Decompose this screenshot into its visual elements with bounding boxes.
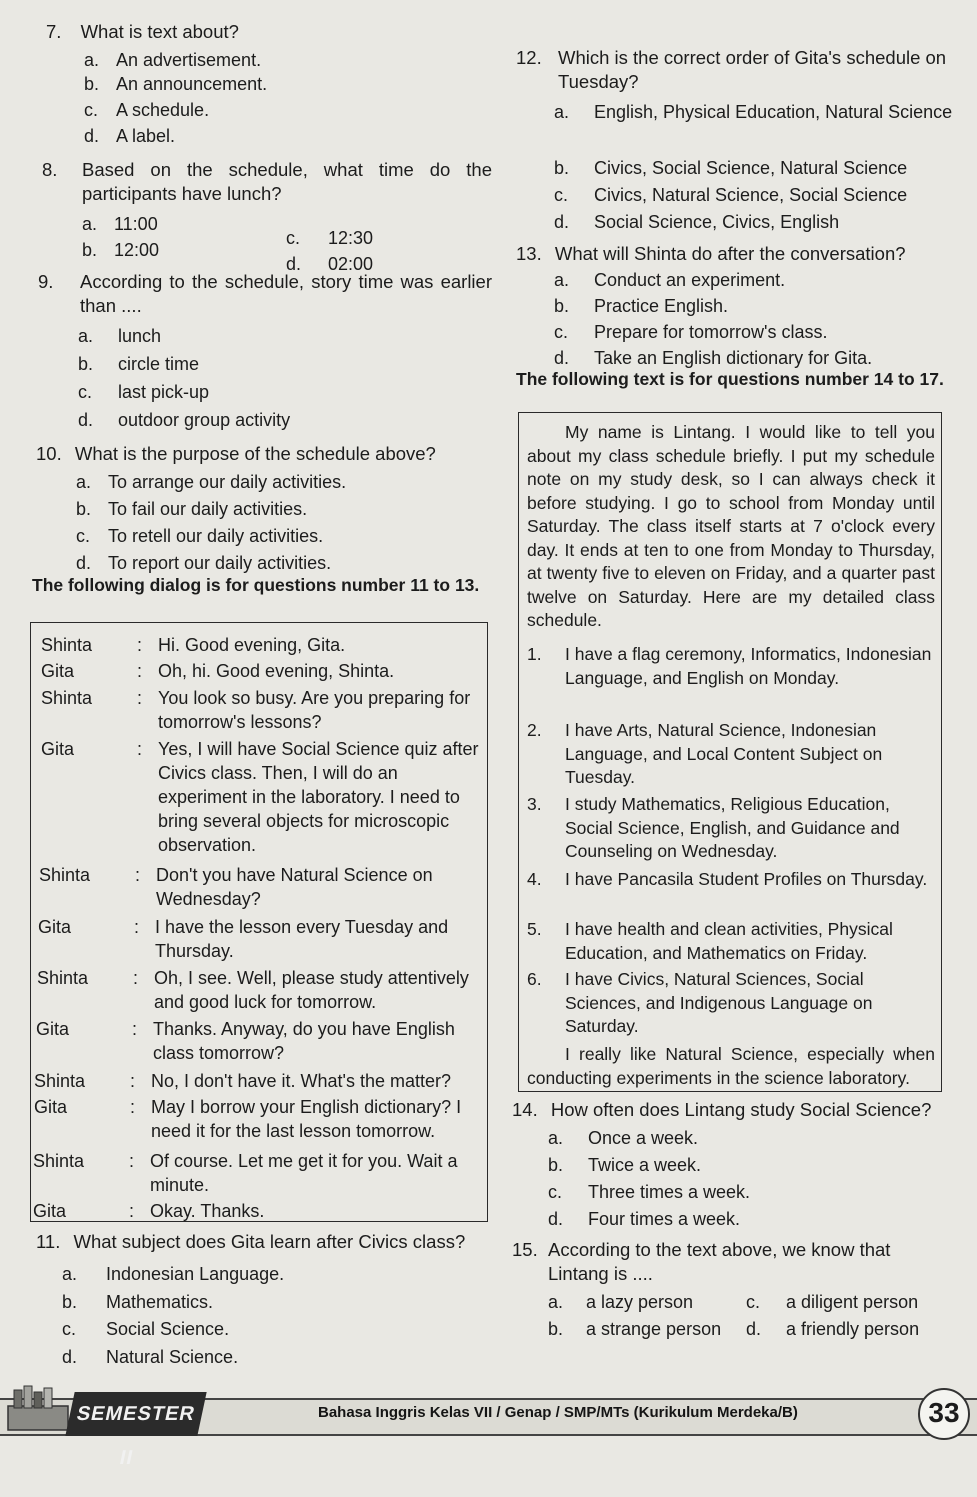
speaker: Shinta [34, 1071, 86, 1091]
question-number: 15. [512, 1239, 538, 1260]
option-text: 12:00 [114, 240, 160, 260]
option-key: a. [554, 102, 570, 122]
option-key: b. [84, 74, 100, 94]
question-number: 8. [42, 159, 58, 180]
question-number: 7. [46, 21, 62, 42]
option-key: c. [84, 100, 99, 120]
option-key: c. [286, 228, 301, 248]
option[interactable] [746, 1290, 918, 1314]
option[interactable] [554, 346, 872, 370]
question-text: According to the text above, we know that Lintang is .... [548, 1239, 891, 1284]
speaker: Shinta [37, 968, 89, 988]
bookshelf-icon [4, 1380, 74, 1440]
option-text: a lazy person [586, 1292, 694, 1312]
utterance: Oh, I see. Well, please study attentively and good luck for tomorrow. [154, 968, 469, 1012]
option-text: To retell our daily activities. [108, 526, 324, 546]
schedule-item [527, 793, 941, 865]
question-8 [42, 158, 492, 206]
option[interactable] [286, 226, 373, 250]
page-footer [0, 1380, 977, 1469]
question-12 [516, 46, 966, 94]
option-text: outdoor group activity [118, 410, 291, 430]
option[interactable] [84, 98, 209, 122]
option-text: a friendly person [786, 1319, 920, 1339]
option-text: Social Science, Civics, English [594, 212, 840, 232]
option-key: c. [78, 382, 93, 402]
question-text: According to the schedule, story time was earlier than .... [80, 271, 492, 316]
option-key: d. [84, 126, 100, 146]
option-text: Four times a week. [588, 1209, 741, 1229]
option[interactable] [62, 1290, 213, 1314]
option-text: Practice English. [594, 296, 729, 316]
option-key: b. [554, 296, 570, 316]
option[interactable] [78, 352, 199, 376]
schedule-item [527, 643, 941, 691]
option-key: c. [548, 1182, 563, 1202]
option-text: last pick-up [118, 382, 210, 402]
question-7 [46, 20, 239, 44]
option-text: circle time [118, 354, 200, 374]
item-text: I have Civics, Natural Sciences, Social Sciences, and Indigenous Language on Saturday. [565, 969, 873, 1036]
option-key: c. [76, 526, 91, 546]
dialog-box: Shinta : Hi. Good evening, Gita. Gita : Oh, hi. Good evening, Shinta. Shinta : You look so busy. Are you preparing for tomorrow's lessons? Gita : Yes, I will have Social Science quiz after Civics class. Then, I will do an experiment in the laboratory. I need to bring several objects for microscopic observation. Shinta : Don't you have Natural Science on Wednesday? Gita : I have the lesson every Tuesday and Thursday. Shinta : Oh, I see. Well, please study attentively and good luck for tomorrow. Gita : Thanks. Anyway, do you have English class tomorrow? Shinta : No, I don't have it. What's the matter? Gita : May I borrow your English dictionary? I need it for the last lesson tomorrow. Shinta : Of course. Let me get it for you. Wait a minute. Gita : Okay. Thanks. [30, 622, 488, 1222]
option[interactable] [554, 156, 907, 180]
book-title: Bahasa Inggris Kelas VII / Genap / SMP/MTs (Kurikulum Merdeka/B) [318, 1404, 798, 1421]
option-text: To report our daily activities. [108, 553, 332, 573]
option-key: a. [62, 1264, 78, 1284]
option[interactable] [76, 470, 346, 494]
item-number: 5. [527, 919, 542, 939]
question-text: What is text about? [80, 21, 239, 42]
option-text: Take an English dictionary for Gita. [594, 348, 873, 368]
option-text: Mathematics. [106, 1292, 214, 1312]
option-text: 02:00 [328, 254, 374, 274]
speaker: Shinta [33, 1151, 85, 1171]
question-text: What subject does Gita learn after Civics class? [73, 1231, 466, 1252]
question-number: 13. [516, 243, 542, 264]
utterance: Hi. Good evening, Gita. [158, 635, 346, 655]
speaker: Gita [36, 1019, 70, 1039]
question-number: 11. [36, 1231, 61, 1252]
utterance: Oh, hi. Good evening, Shinta. [158, 661, 395, 681]
option-key: d. [62, 1347, 78, 1367]
item-text: I have Pancasila Student Profiles on Thursday. [565, 869, 928, 889]
item-text: I have a flag ceremony, Informatics, Indonesian Language, and English on Monday. [565, 644, 932, 688]
utterance: Okay. Thanks. [150, 1201, 265, 1221]
option[interactable] [78, 380, 209, 404]
question-9 [38, 270, 492, 318]
option-text: English, Physical Education, Natural Science [594, 102, 953, 122]
utterance: You look so busy. Are you preparing for tomorrow's lessons? [158, 688, 471, 732]
speaker: Gita [41, 739, 75, 759]
item-text: I have Arts, Natural Science, Indonesian Language, and Local Content Subject on Tuesday. [565, 720, 883, 787]
question-text: What will Shinta do after the conversation? [554, 243, 906, 264]
option[interactable] [548, 1180, 750, 1204]
question-15 [512, 1238, 952, 1286]
option-key: d. [554, 212, 570, 232]
text-instruction: The following text is for questions number 14 to 17. [516, 369, 944, 389]
option[interactable] [548, 1126, 698, 1150]
utterance: Yes, I will have Social Science quiz after Civics class. Then, I will do an experiment in the laboratory. I need to bring several objects for microscopic observation. [158, 739, 479, 855]
option-text: a diligent person [786, 1292, 919, 1312]
speaker: Shinta [39, 865, 91, 885]
option[interactable] [554, 268, 785, 292]
item-number: 4. [527, 869, 542, 889]
option-key: d. [286, 254, 302, 274]
option-text: Conduct an experiment. [594, 270, 786, 290]
option[interactable] [746, 1317, 919, 1341]
utterance: No, I don't have it. What's the matter? [151, 1071, 452, 1091]
option-key: a. [548, 1292, 564, 1312]
option[interactable] [554, 320, 828, 344]
question-number: 10. [36, 443, 62, 464]
item-text: I have health and clean activities, Physical Education, and Mathematics on Friday. [565, 919, 893, 963]
option[interactable] [62, 1317, 229, 1341]
option-text: An advertisement. [116, 50, 262, 70]
option[interactable] [554, 210, 839, 234]
utterance: Of course. Let me get it for you. Wait a minute. [150, 1151, 458, 1195]
option[interactable] [554, 294, 728, 318]
option-text: A label. [116, 126, 176, 146]
question-14 [512, 1098, 931, 1122]
option[interactable] [554, 183, 907, 207]
passage-outro: I really like Natural Science, especially when conducting experiments in the science laboratory. [527, 1044, 935, 1088]
option-key: a. [76, 472, 92, 492]
option-key: b. [548, 1319, 564, 1339]
option[interactable] [84, 48, 261, 72]
option-key: a. [78, 326, 94, 346]
option[interactable] [76, 524, 323, 548]
item-text: I study Mathematics, Religious Education, Social Science, English, and Guidance and Counseling on Wednesday. [565, 794, 900, 861]
option[interactable] [78, 324, 161, 348]
question-11 [36, 1230, 465, 1254]
reading-passage [518, 412, 942, 1092]
option[interactable] [62, 1262, 284, 1286]
item-number: 1. [527, 644, 542, 664]
item-number: 3. [527, 794, 542, 814]
option-text: lunch [118, 326, 162, 346]
option-text: A schedule. [116, 100, 210, 120]
option-text: An announcement. [116, 74, 268, 94]
question-text: How often does Lintang study Social Science? [550, 1099, 932, 1120]
semester-label: SEMESTER II [65, 1392, 206, 1436]
option[interactable] [554, 100, 964, 124]
option[interactable] [548, 1207, 740, 1231]
option-key: b. [548, 1155, 564, 1175]
speaker: Gita [41, 661, 75, 681]
option-key: a. [82, 214, 98, 234]
option-text: Once a week. [588, 1128, 699, 1148]
option[interactable] [84, 124, 175, 148]
speaker: Gita [34, 1097, 68, 1117]
option[interactable] [76, 497, 307, 521]
schedule-item [527, 868, 941, 916]
speaker: Gita [38, 917, 72, 937]
option-key: b. [62, 1292, 78, 1312]
utterance: I have the lesson every Tuesday and Thursday. [155, 917, 449, 961]
speaker: Gita [33, 1201, 67, 1221]
question-text: Based on the schedule, what time do the participants have lunch? [82, 159, 492, 204]
option-key: d. [78, 410, 94, 430]
option[interactable] [548, 1317, 721, 1341]
utterance: May I borrow your English dictionary? I need it for the last lesson tomorrow. [151, 1097, 462, 1141]
option-text: To arrange our daily activities. [108, 472, 347, 492]
page-number: 33 [918, 1388, 970, 1440]
option[interactable] [78, 408, 290, 432]
option-text: To fail our daily activities. [108, 499, 308, 519]
question-number: 9. [38, 271, 54, 292]
item-number: 6. [527, 969, 542, 989]
option[interactable] [84, 72, 267, 96]
question-number: 12. [516, 47, 542, 68]
option-text: Prepare for tomorrow's class. [594, 322, 828, 342]
option-key: b. [78, 354, 94, 374]
schedule-item [527, 968, 941, 1040]
option-key: b. [554, 158, 570, 178]
option-key: a. [84, 50, 100, 70]
option-key: c. [62, 1319, 77, 1339]
dialog-instruction: The following dialog is for questions number 11 to 13. [32, 575, 480, 595]
option[interactable] [548, 1153, 701, 1177]
option-key: b. [76, 499, 92, 519]
option-text: Three times a week. [588, 1182, 751, 1202]
utterance: Thanks. Anyway, do you have English class tomorrow? [153, 1019, 455, 1063]
utterance: Don't you have Natural Science on Wednesday? [156, 865, 433, 909]
item-number: 2. [527, 720, 542, 740]
option-text: Twice a week. [588, 1155, 702, 1175]
question-text: What is the purpose of the schedule above? [74, 443, 436, 464]
option-key: d. [548, 1209, 564, 1229]
option-text: Indonesian Language. [106, 1264, 285, 1284]
option[interactable] [62, 1345, 238, 1369]
question-text: Which is the correct order of Gita's schedule on Tuesday? [558, 47, 947, 92]
option-key: d. [554, 348, 570, 368]
question-number: 14. [512, 1099, 538, 1120]
option[interactable] [76, 551, 331, 575]
option-key: c. [554, 185, 569, 205]
schedule-item [527, 918, 941, 966]
speaker: Shinta [41, 635, 93, 655]
option-key: d. [76, 553, 92, 573]
option-text: 11:00 [114, 214, 158, 234]
option-key: b. [82, 240, 98, 260]
option-key: c. [746, 1292, 761, 1312]
option-text: Civics, Social Science, Natural Science [594, 158, 908, 178]
option-text: Civics, Natural Science, Social Science [594, 185, 908, 205]
option-key: a. [554, 270, 570, 290]
option[interactable] [82, 238, 159, 262]
option-text: 12:30 [328, 228, 374, 248]
option-text: a strange person [586, 1319, 722, 1339]
option[interactable] [82, 212, 158, 236]
question-13 [516, 242, 906, 266]
question-10 [36, 442, 436, 466]
option-key: d. [746, 1319, 762, 1339]
passage-intro: My name is Lintang. I would like to tell you about my class schedule briefly. I put my schedule note on my study desk, so I can always check it before studying. I go to school from Monday until Saturday. The class itself starts at 7 o'clock every day. It ends at ten to one from Monday to Thursday, at twenty five to eleven on Friday, and a quarter past twelve on Saturday. Here are my detailed class schedule. [527, 422, 935, 630]
speaker: Shinta [41, 688, 93, 708]
schedule-item [527, 719, 941, 787]
option-text: Social Science. [106, 1319, 230, 1339]
option-key: c. [554, 322, 569, 342]
option[interactable] [548, 1290, 693, 1314]
option-text: Natural Science. [106, 1347, 239, 1367]
option-key: a. [548, 1128, 564, 1148]
